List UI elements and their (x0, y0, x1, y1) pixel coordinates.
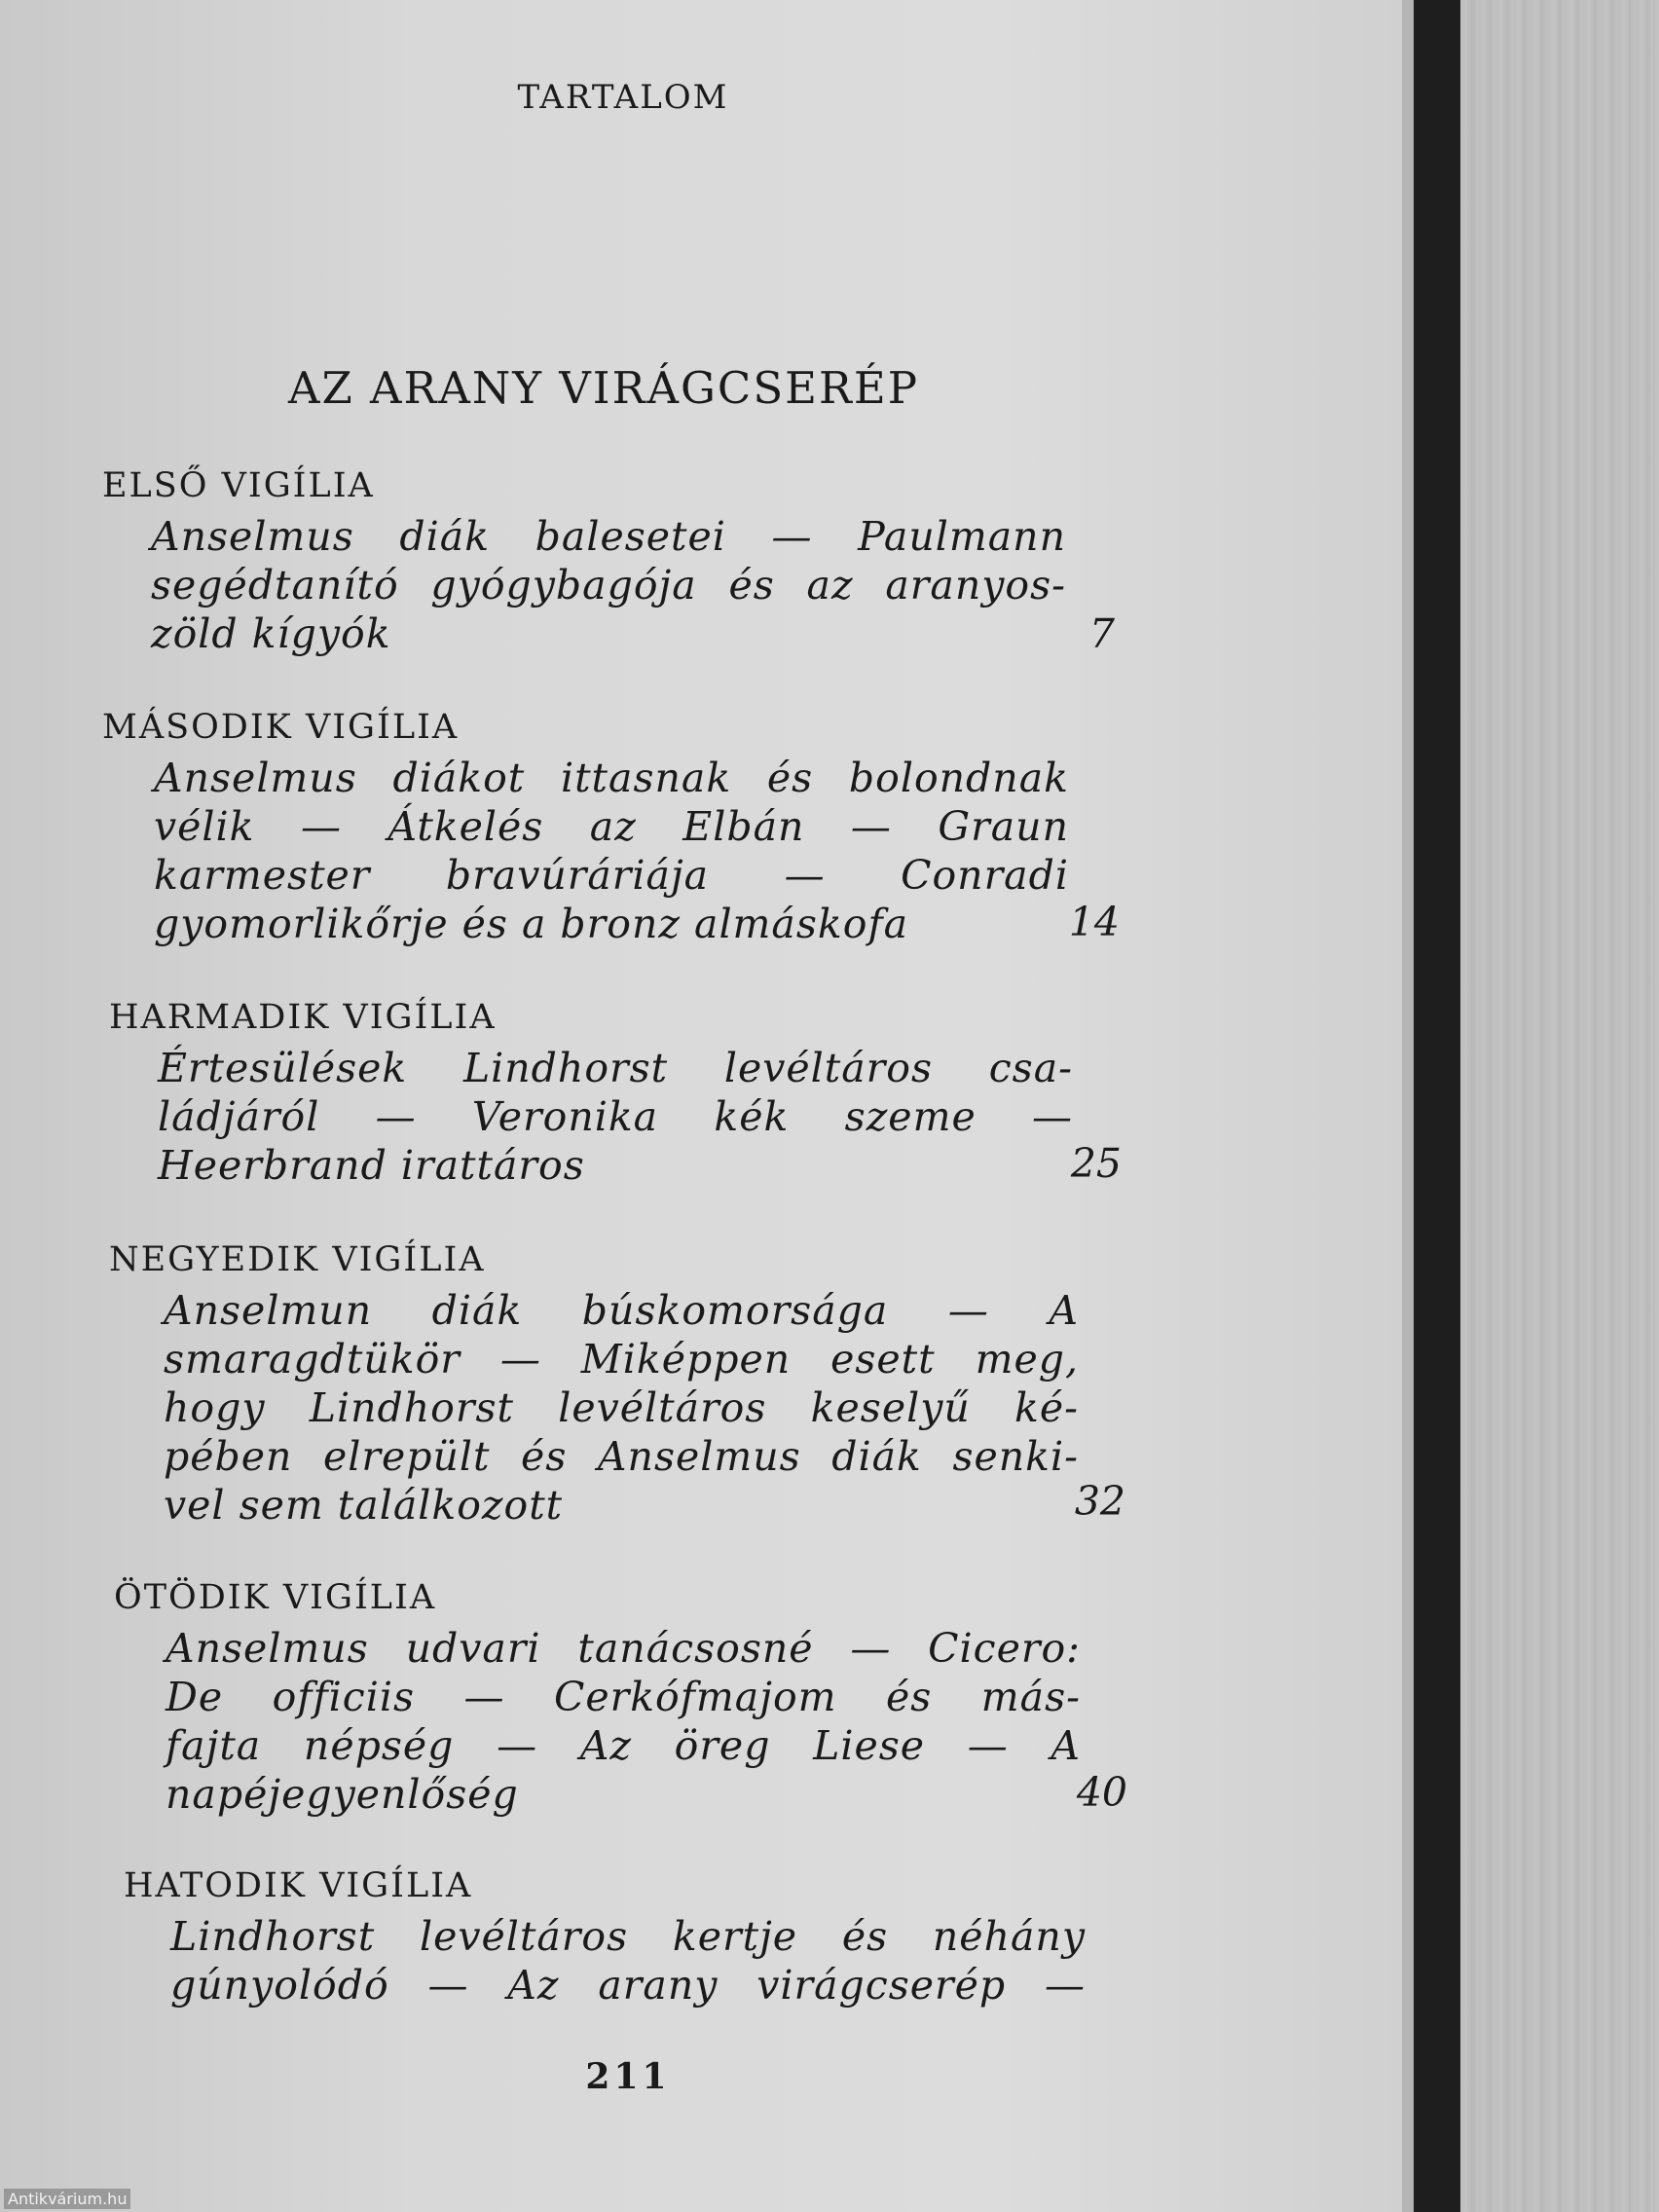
description-line: segédtanító gyógybagója és az aranyos- (151, 562, 1066, 608)
description-line: pében elrepült és Anselmus diák senki- (164, 1433, 1079, 1480)
chapter-entry-6 (0, 1865, 1149, 2009)
chapter-title: ELSŐ VIGÍLIA (102, 466, 375, 505)
description-line: Anselmus diákot ittasnak és bolondnak (154, 755, 1069, 801)
description-line: gyomorlikőrje és a bronz almáskofa (154, 901, 909, 947)
chapter-description (158, 1044, 1307, 1190)
page-number: 211 (585, 2056, 671, 2097)
chapter-description (170, 1912, 1319, 2009)
chapter-entry-1 (0, 465, 1149, 657)
description-line: gúnyolódó — Az arany virágcserép — (170, 1962, 1086, 2009)
chapter-entry-3 (0, 997, 1149, 1189)
description-line: karmester bravúráriája — Conradi (154, 852, 1069, 899)
chapter-page-number: 32 (1074, 1478, 1125, 1525)
description-line: Lindhorst levéltáros kertje és néhány (170, 1913, 1086, 1960)
chapter-description (151, 512, 1300, 658)
description-line: zöld kígyók (151, 610, 391, 657)
chapter-title: HARMADIK VIGÍLIA (109, 998, 497, 1037)
chapter-title: MÁSODIK VIGÍLIA (102, 708, 460, 747)
background-surface (1460, 0, 1659, 2212)
description-line: napéjegyenlőség (166, 1771, 519, 1818)
chapter-page-number: 40 (1076, 1769, 1127, 1816)
description-line: De officiis — Cerkófmajom és más- (166, 1674, 1081, 1720)
chapter-page-number: 25 (1070, 1140, 1122, 1187)
description-line: ládjáról — Veronika kék szeme — (158, 1093, 1073, 1140)
book-cover-edge (1414, 0, 1460, 2212)
description-line: Anselmus udvari tanácsosné — Cicero: (166, 1625, 1081, 1672)
chapter-page-number: 7 (1088, 610, 1115, 657)
chapter-entry-5 (0, 1577, 1149, 1818)
description-line: fajta népség — Az öreg Liese — A (166, 1722, 1081, 1769)
description-line: Heerbrand irattáros (158, 1142, 585, 1189)
book-title: AZ ARANY VIRÁGCSERÉP (287, 362, 920, 414)
description-line: vel sem találkozott (164, 1482, 564, 1529)
chapter-title: ÖTÖDIK VIGÍLIA (114, 1578, 437, 1617)
description-line: hogy Lindhorst levéltáros keselyű ké- (164, 1384, 1079, 1431)
chapter-entry-4 (0, 1239, 1149, 1529)
chapter-entry-2 (0, 707, 1149, 947)
description-line: Anselmun diák búskomorsága — A (164, 1287, 1079, 1334)
description-line: Anselmus diák balesetei — Paulmann (151, 513, 1066, 560)
description-line: vélik — Átkelés az Elbán — Graun (154, 803, 1069, 850)
chapter-description (164, 1286, 1312, 1530)
page-header: TARTALOM (517, 78, 729, 117)
chapter-title: NEGYEDIK VIGÍLIA (109, 1240, 486, 1279)
description-line: Értesülések Lindhorst levéltáros csa- (158, 1045, 1073, 1091)
chapter-description (154, 754, 1303, 948)
chapter-description (166, 1624, 1314, 1819)
description-line: smaragdtükör — Miképpen esett meg, (164, 1336, 1079, 1382)
watermark: Antikvárium.hu (4, 2189, 130, 2209)
chapter-title: HATODIK VIGÍLIA (124, 1866, 473, 1905)
chapter-page-number: 14 (1068, 899, 1120, 945)
